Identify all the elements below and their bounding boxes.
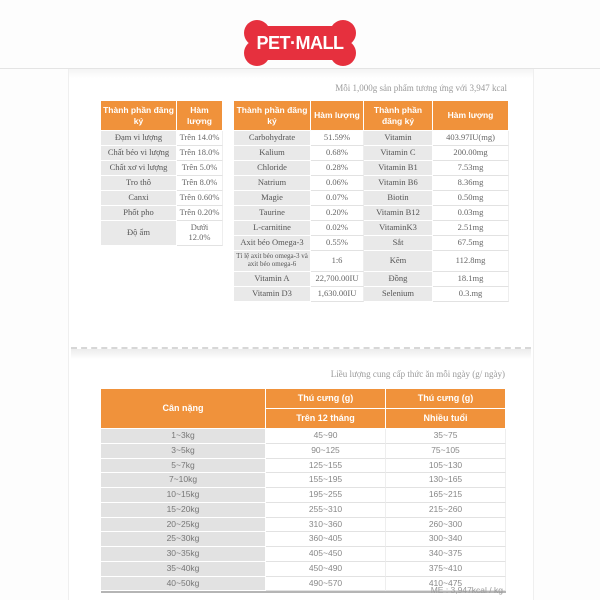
- product-info-card: [68, 69, 534, 600]
- table-cell: Chloride: [234, 161, 311, 176]
- table-cell: 90~125: [266, 444, 386, 459]
- table-cell: 195~255: [266, 488, 386, 503]
- table-row: [234, 287, 509, 302]
- table-cell: Sắt: [364, 236, 433, 251]
- table-cell: L-carnitine: [234, 221, 311, 236]
- table-cell: 30~35kg: [101, 547, 266, 562]
- table-row: [101, 429, 506, 444]
- table-cell: 35~75: [386, 429, 506, 444]
- logo-text: PET·MALL: [256, 32, 344, 53]
- table-row: [101, 221, 223, 246]
- table-row: [101, 488, 506, 503]
- table-cell: 10~15kg: [101, 488, 266, 503]
- table-row: [234, 191, 509, 206]
- table-cell: 310~360: [266, 518, 386, 533]
- table-cell: 7.53mg: [433, 161, 509, 176]
- table-cell: Trên 18.0%: [177, 146, 223, 161]
- column-header: Thú cưng (g): [386, 389, 506, 409]
- table-cell: 5~7kg: [101, 459, 266, 474]
- table-row: [234, 161, 509, 176]
- table-cell: 360~405: [266, 532, 386, 547]
- table-cell: 130~165: [386, 473, 506, 488]
- table-cell: Vitamin B12: [364, 206, 433, 221]
- table-cell: 300~340: [386, 532, 506, 547]
- table-header-row: [101, 389, 506, 409]
- table-row: [234, 176, 509, 191]
- table-cell: 165~215: [386, 488, 506, 503]
- table-row: [101, 532, 506, 547]
- table-cell: Trên 14.0%: [177, 131, 223, 146]
- table-cell: 403.97IU(mg): [433, 131, 509, 146]
- table-cell: 20~25kg: [101, 518, 266, 533]
- table-row: [101, 518, 506, 533]
- table-cell: 0.55%: [311, 236, 364, 251]
- table-cell: 22,700.00IU: [311, 272, 364, 287]
- table-cell: 340~375: [386, 547, 506, 562]
- feeding-guide-table: [101, 389, 506, 593]
- table-cell: 105~130: [386, 459, 506, 474]
- table-row: [234, 221, 509, 236]
- column-subheader: Nhiều tuổi: [386, 409, 506, 429]
- table-cell: Trên 5.0%: [177, 161, 223, 176]
- table-row: [234, 272, 509, 287]
- column-header: Thành phần đăng ký: [234, 101, 311, 131]
- table-cell: Đồng: [364, 272, 433, 287]
- torn-paper-shadow: [71, 349, 531, 359]
- table-cell: 1~3kg: [101, 429, 266, 444]
- table-cell: Kẽm: [364, 251, 433, 271]
- table-cell: 45~90: [266, 429, 386, 444]
- table-row: [101, 562, 506, 577]
- column-subheader: Trên 12 tháng: [266, 409, 386, 429]
- table-row: [101, 459, 506, 474]
- table-row: [101, 176, 223, 191]
- table-row: [101, 161, 223, 176]
- table-cell: Magie: [234, 191, 311, 206]
- table-cell: 0.28%: [311, 161, 364, 176]
- table-cell: Vitamin: [364, 131, 433, 146]
- table-row: [234, 146, 509, 161]
- table-cell: 375~410: [386, 562, 506, 577]
- table-cell: 25~30kg: [101, 532, 266, 547]
- table-cell: Vitamin B6: [364, 176, 433, 191]
- table-cell: 2.51mg: [433, 221, 509, 236]
- table-cell: Taurine: [234, 206, 311, 221]
- table-cell: 255~310: [266, 503, 386, 518]
- table-cell: 0.20%: [311, 206, 364, 221]
- table-row: [101, 503, 506, 518]
- table-cell: 40~50kg: [101, 577, 266, 592]
- table-cell: Axit béo Omega-3: [234, 236, 311, 251]
- table-row: [234, 131, 509, 146]
- table-cell: Chất béo vi lượng: [101, 146, 177, 161]
- column-header: Hàm lượng: [311, 101, 364, 131]
- table-cell: 405~450: [266, 547, 386, 562]
- table-cell: 410~475: [386, 577, 506, 592]
- table-cell: 7~10kg: [101, 473, 266, 488]
- table-cell: 1:6: [311, 251, 364, 271]
- table-cell: Natrium: [234, 176, 311, 191]
- table-cell: Selenium: [364, 287, 433, 302]
- table-cell: Trên 0.60%: [177, 191, 223, 206]
- table-row: [101, 191, 223, 206]
- table-cell: Tỉ lệ axit béo omega-3 và axit béo omega-6: [234, 251, 311, 271]
- column-header: Hàm lượng: [177, 101, 223, 131]
- table-cell: 1,630.00IU: [311, 287, 364, 302]
- table-cell: Tro thô: [101, 176, 177, 191]
- table-row: [101, 206, 223, 221]
- table-row: [101, 131, 223, 146]
- table-row: [101, 473, 506, 488]
- table-cell: 215~260: [386, 503, 506, 518]
- table-header-row: [234, 101, 509, 131]
- table-cell: Vitamin B1: [364, 161, 433, 176]
- table-cell: Phốt pho: [101, 206, 177, 221]
- petmall-logo: [244, 20, 356, 66]
- nutrition-table-main: [234, 101, 509, 302]
- table-cell: 67.5mg: [433, 236, 509, 251]
- table-cell: 0.03mg: [433, 206, 509, 221]
- table-cell: Vitamin C: [364, 146, 433, 161]
- table-cell: 260~300: [386, 518, 506, 533]
- table-cell: Độ ẩm: [101, 221, 177, 246]
- feeding-caption: Liều lượng cung cấp thức ăn mỗi ngày (g/ ngày): [330, 369, 505, 379]
- table-cell: 8.36mg: [433, 176, 509, 191]
- table-cell: Vitamin A: [234, 272, 311, 287]
- table-row: [234, 236, 509, 251]
- table-cell: Biotin: [364, 191, 433, 206]
- nutrition-table-left: [101, 101, 223, 246]
- table-cell: 35~40kg: [101, 562, 266, 577]
- table-cell: Carbohydrate: [234, 131, 311, 146]
- column-header: Cân nặng: [101, 389, 266, 429]
- table-cell: 450~490: [266, 562, 386, 577]
- table-cell: 3~5kg: [101, 444, 266, 459]
- table-header-row: [101, 101, 223, 131]
- table-row: [234, 251, 509, 271]
- table-cell: VitaminK3: [364, 221, 433, 236]
- column-header: Thành phần đăng ký: [101, 101, 177, 131]
- table-cell: Trên 8.0%: [177, 176, 223, 191]
- column-header: Thành phần đăng ký: [364, 101, 433, 131]
- column-header: Thú cưng (g): [266, 389, 386, 409]
- table-cell: 0.68%: [311, 146, 364, 161]
- table-cell: 0.50mg: [433, 191, 509, 206]
- table-cell: 15~20kg: [101, 503, 266, 518]
- table-cell: Kalium: [234, 146, 311, 161]
- table-row: [101, 444, 506, 459]
- table-cell: Vitamin D3: [234, 287, 311, 302]
- table-row: [101, 146, 223, 161]
- table-cell: 0.06%: [311, 176, 364, 191]
- table-cell: 0.02%: [311, 221, 364, 236]
- kcal-note: Mỗi 1,000g sản phẩm tương ứng với 3,947 kcal: [335, 83, 507, 93]
- table-cell: Dưới 12.0%: [177, 221, 223, 246]
- table-cell: Canxi: [101, 191, 177, 206]
- table-cell: 200.00mg: [433, 146, 509, 161]
- table-cell: 51.59%: [311, 131, 364, 146]
- table-cell: 18.1mg: [433, 272, 509, 287]
- me-kcal-note: ME : 3,947kcal / kg: [430, 585, 503, 595]
- table-cell: 0.3.mg: [433, 287, 509, 302]
- table-cell: 490~570: [266, 577, 386, 592]
- table-cell: Chất xơ vi lượng: [101, 161, 177, 176]
- table-cell: 75~105: [386, 444, 506, 459]
- column-header: Hàm lượng: [433, 101, 509, 131]
- table-cell: Đạm vi lượng: [101, 131, 177, 146]
- table-cell: 0.07%: [311, 191, 364, 206]
- table-cell: 125~155: [266, 459, 386, 474]
- table-cell: 112.8mg: [433, 251, 509, 271]
- table-row: [101, 547, 506, 562]
- table-cell: 155~195: [266, 473, 386, 488]
- table-row: [234, 206, 509, 221]
- table-cell: Trên 0.20%: [177, 206, 223, 221]
